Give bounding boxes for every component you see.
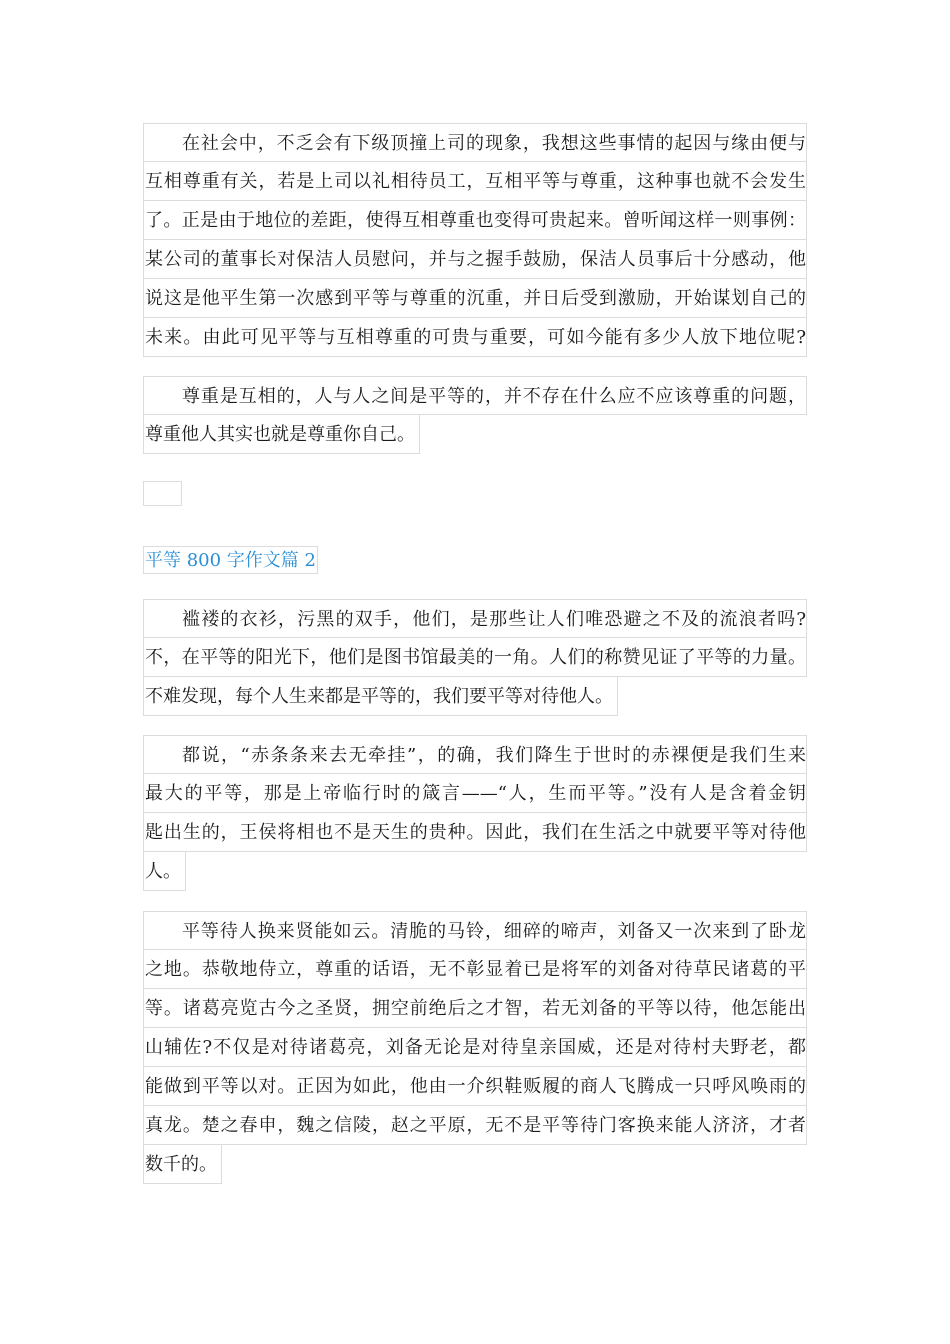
paragraph-2 [143,376,807,458]
text-line: 人。 [143,852,186,891]
text-line: 等。诸葛亮览古今之圣贤，拥空前绝后之才智，若无刘备的平等以待，他怎能出 [143,989,807,1028]
text-line: 尊重他人其实也就是尊重你自己。 [143,415,420,454]
paragraph-4 [143,735,807,895]
text-line: 平等待人换来贤能如云。清脆的马铃，细碎的啼声，刘备又一次来到了卧龙 [143,911,807,950]
text-line: 真龙。楚之春申，魏之信陵，赵之平原，无不是平等待门客换来能人济济，才者 [143,1106,807,1145]
paragraph-1 [143,123,807,357]
text-line: 说这是他平生第一次感到平等与尊重的沉重，并日后受到激励，开始谋划自己的 [143,279,807,318]
text-line: 褴褛的衣衫，污黑的双手，他们，是那些让人们唯恐避之不及的流浪者吗? [143,599,807,638]
text-line: 不，在平等的阳光下，他们是图书馆最美的一角。人们的称赞见证了平等的力量。 [143,638,807,677]
text-line: 能做到平等以对。正因为如此，他由一介织鞋贩履的商人飞腾成一只呼风唤雨的 [143,1067,807,1106]
text-line: 了。正是由于地位的差距，使得互相尊重也变得可贵起来。曾听闻这样一则事例： [143,201,807,240]
text-line: 尊重是互相的，人与人之间是平等的，并不存在什么应不应该尊重的问题， [143,376,807,415]
paragraph-3 [143,599,807,720]
text-line: 匙出生的，王侯将相也不是天生的贵种。因此，我们在生活之中就要平等对待他 [143,813,807,852]
text-line: 最大的平等，那是上帝临行时的箴言——“人，生而平等。”没有人是含着金钥 [143,774,807,813]
text-line: 都说，“赤条条来去无牵挂”，的确，我们降生于世时的赤裸便是我们生来 [143,735,807,774]
text-line: 某公司的董事长对保洁人员慰问，并与之握手鼓励，保洁人员事后十分感动，他 [143,240,807,279]
text-line: 不难发现，每个人生来都是平等的，我们要平等对待他人。 [143,677,618,716]
text-line: 之地。恭敬地侍立，尊重的话语，无不彰显着已是将军的刘备对待草民诸葛的平 [143,950,807,989]
text-line: 未来。由此可见平等与互相尊重的可贵与重要，可如今能有多少人放下地位呢? [143,318,807,357]
text-line: 数千的。 [143,1145,222,1184]
text-line: 在社会中，不乏会有下级顶撞上司的现象，我想这些事情的起因与缘由便与 [143,123,807,162]
paragraph-5 [143,911,807,1188]
empty-paragraph-box [143,481,182,506]
text-line: 山辅佐?不仅是对待诸葛亮，刘备无论是对待皇亲国威，还是对待村夫野老，都 [143,1028,807,1067]
text-line: 互相尊重有关，若是上司以礼相待员工，互相平等与尊重，这种事也就不会发生 [143,162,807,201]
section-heading: 平等 800 字作文篇 2 [143,546,318,574]
